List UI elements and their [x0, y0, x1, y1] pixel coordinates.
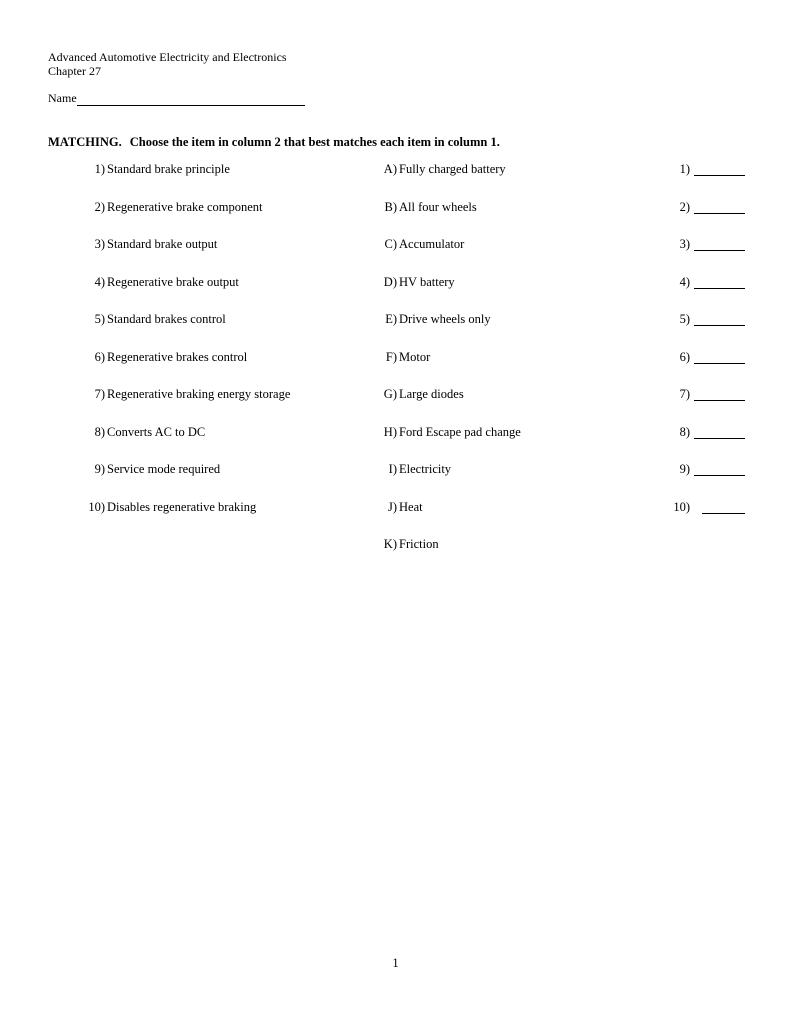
choice-text: Electricity [399, 462, 452, 476]
matching-row [0, 387, 791, 407]
choice-text: Ford Escape pad change [399, 425, 521, 439]
choice-letter: K) [383, 537, 397, 551]
answer-blank[interactable] [694, 325, 745, 326]
item-number: 2) [94, 200, 105, 214]
choice-letter: C) [384, 237, 397, 251]
matching-row [0, 200, 791, 220]
item-text: Standard brake principle [107, 162, 230, 176]
matching-row [0, 275, 791, 295]
item-number: 8) [94, 425, 105, 439]
matching-row [0, 237, 791, 257]
item-text: Converts AC to DC [107, 425, 206, 439]
choice-text: Drive wheels only [399, 312, 491, 326]
answer-blank[interactable] [694, 475, 745, 476]
choice-letter: A) [383, 162, 397, 176]
item-number: 4) [94, 275, 105, 289]
item-text: Regenerative brake output [107, 275, 239, 289]
answer-blank[interactable] [694, 250, 745, 251]
name-blank-line[interactable] [77, 92, 305, 106]
item-text: Standard brake output [107, 237, 218, 251]
matching-row [0, 425, 791, 445]
chapter-label: Chapter 27 [48, 64, 101, 78]
name-label: Name [48, 91, 77, 105]
choice-letter: H) [383, 425, 397, 439]
answer-number: 6) [679, 350, 690, 364]
matching-row [0, 312, 791, 332]
choice-text: Heat [399, 500, 423, 514]
choice-letter: F) [385, 350, 397, 364]
name-field-row [48, 91, 305, 106]
answer-number: 5) [679, 312, 690, 326]
matching-instructions [48, 135, 500, 150]
item-text: Standard brakes control [107, 312, 226, 326]
instructions-lead: MATCHING. [48, 135, 122, 149]
item-number: 6) [94, 350, 105, 364]
matching-row [0, 162, 791, 182]
answer-number: 7) [679, 387, 690, 401]
choice-letter: I) [388, 462, 397, 476]
answer-blank[interactable] [694, 438, 745, 439]
item-number: 9) [94, 462, 105, 476]
item-text: Regenerative braking energy storage [107, 387, 291, 401]
answer-blank[interactable] [694, 363, 745, 364]
choice-text: Motor [399, 350, 431, 364]
page-number: 1 [392, 956, 399, 970]
item-number: 5) [94, 312, 105, 326]
answer-number: 3) [679, 237, 690, 251]
answer-blank[interactable] [702, 513, 745, 514]
answer-number: 8) [679, 425, 690, 439]
answer-number: 2) [679, 200, 690, 214]
course-title: Advanced Automotive Electricity and Electronics [48, 50, 287, 64]
answer-blank[interactable] [694, 400, 745, 401]
answer-blank[interactable] [694, 175, 745, 176]
choice-text: Large diodes [399, 387, 464, 401]
item-text: Regenerative brake component [107, 200, 263, 214]
choice-text: Accumulator [399, 237, 465, 251]
answer-blank[interactable] [694, 288, 745, 289]
answer-number: 4) [679, 275, 690, 289]
item-number: 1) [94, 162, 105, 176]
choice-letter: D) [383, 275, 397, 289]
matching-row [0, 350, 791, 370]
item-text: Regenerative brakes control [107, 350, 248, 364]
extra-choice-row [0, 537, 791, 557]
answer-blank[interactable] [694, 213, 745, 214]
answer-number: 1) [679, 162, 690, 176]
item-number: 10) [88, 500, 105, 514]
item-number: 3) [94, 237, 105, 251]
choice-text: Fully charged battery [399, 162, 506, 176]
choice-letter: J) [387, 500, 397, 514]
matching-row [0, 500, 791, 520]
choice-letter: G) [383, 387, 397, 401]
choice-text: Friction [399, 537, 439, 551]
choice-letter: E) [385, 312, 397, 326]
choice-text: All four wheels [399, 200, 477, 214]
choice-text: HV battery [399, 275, 455, 289]
choice-letter: B) [384, 200, 397, 214]
item-text: Disables regenerative braking [107, 500, 257, 514]
answer-number: 10) [673, 500, 690, 514]
item-number: 7) [94, 387, 105, 401]
matching-row [0, 462, 791, 482]
answer-number: 9) [679, 462, 690, 476]
instructions-text: Choose the item in column 2 that best matches each item in column 1. [129, 135, 500, 149]
item-text: Service mode required [107, 462, 221, 476]
